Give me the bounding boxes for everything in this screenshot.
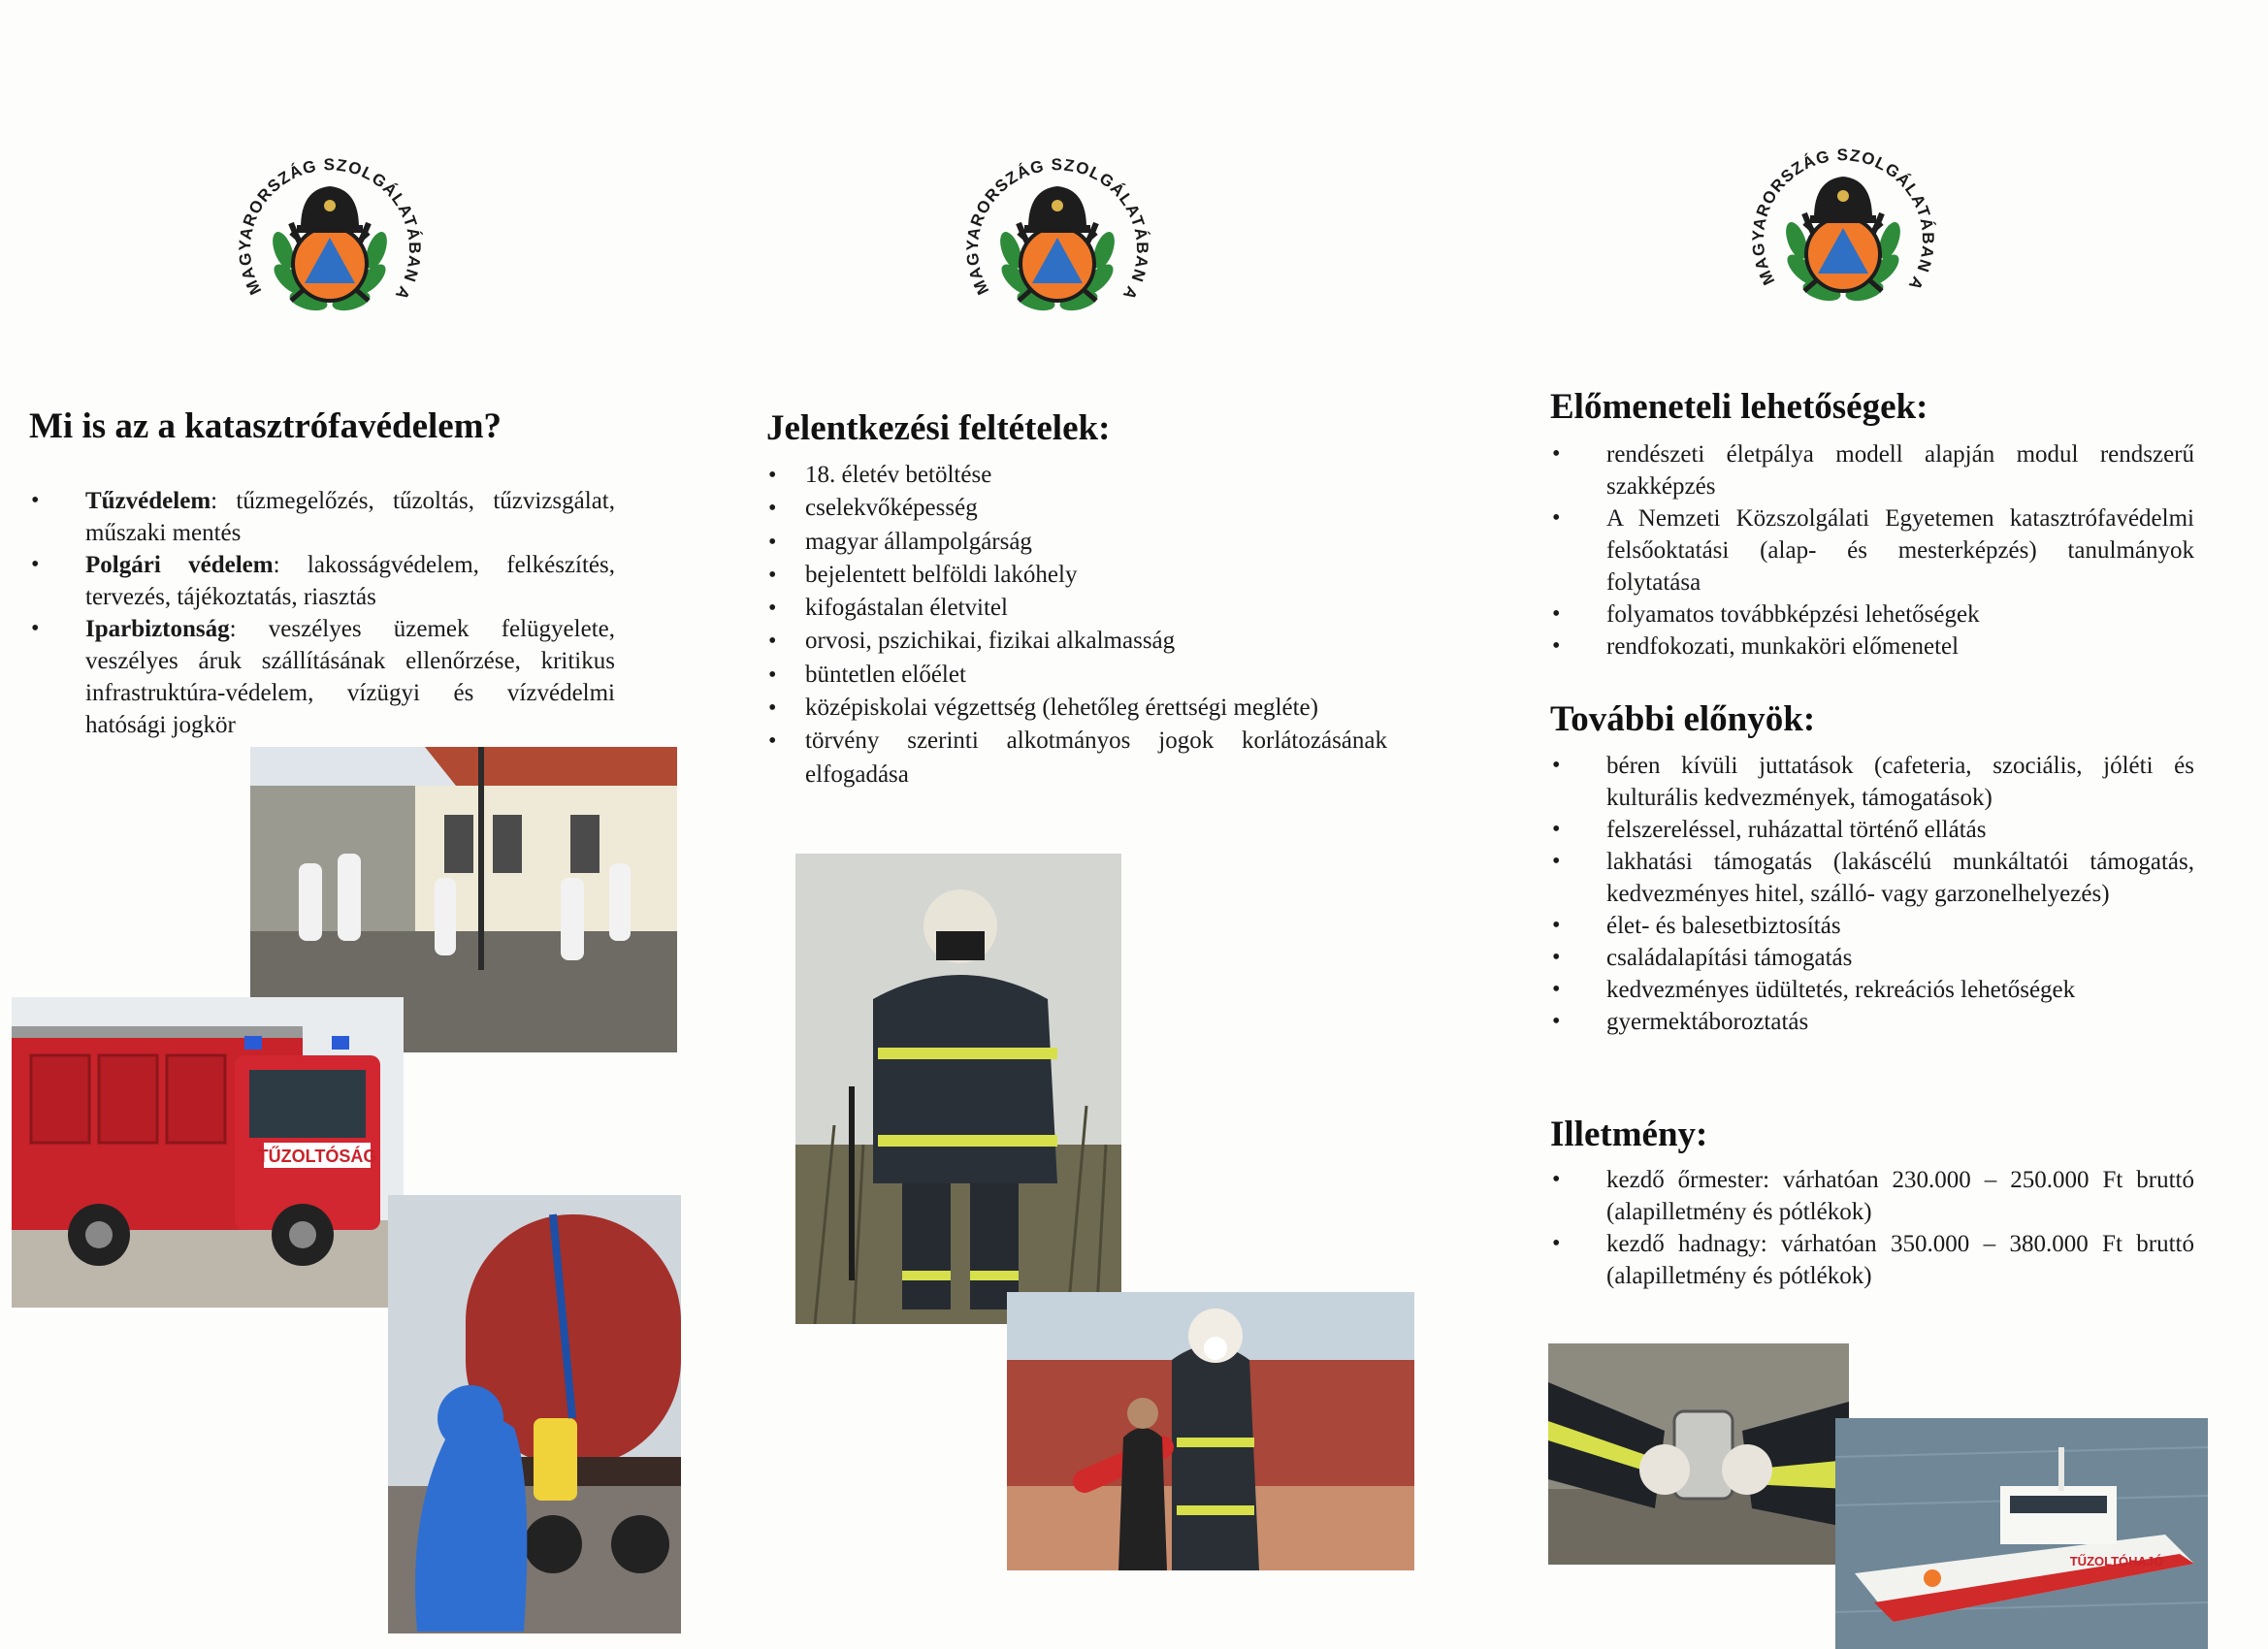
list-item: • A Nemzeti Közszolgálati Egyetemen katasztrófavédelmi felsőoktatási (alap- és mesterképzés) tanulmányok folytatása	[1548, 502, 2194, 598]
photo-firefighter-field	[795, 854, 1121, 1324]
list-item: • rendfokozati, munkaköri előmenetel	[1548, 630, 2194, 663]
list-item: • lakhatási támogatás (lakáscélú munkáltatói támogatás, kedvezményes hitel, szálló- vagy garzonelhelyezés)	[1548, 846, 2194, 910]
list-item: • rendészeti életpálya modell alapján modul rendszerű szakképzés	[1548, 438, 2194, 502]
right-panel	[1504, 0, 2268, 1649]
list-item: • kifogástalan életvitel	[764, 592, 1434, 625]
list-item: • magyar állampolgárság	[764, 526, 1434, 559]
photo-tanker-suit	[388, 1195, 681, 1633]
logo-emblem-right	[1736, 126, 1950, 340]
list-item: • béren kívüli juttatások (cafeteria, szociális, jóléti és kulturális kedvezmények, támogatások)	[1548, 750, 2194, 814]
list-item: • Iparbiztonság: veszélyes üzemek felügyelete, veszélyes áruk szállításának ellenőrzése, kritikus infrastruktúra-védelem, vízügyi és vízvédelmi hatósági jogkör	[27, 613, 615, 741]
list-item: • kezdő őrmester: várhatóan 230.000 – 250.000 Ft bruttó (alapilletmény és pótlékok)	[1548, 1164, 2194, 1228]
logo-emblem-middle	[951, 136, 1164, 349]
left-list	[27, 485, 615, 741]
list-item: • felszereléssel, ruházattal történő ellátás	[1548, 814, 2194, 846]
list-item: • kedvezményes üdültetés, rekreációs lehetőségek	[1548, 974, 2194, 1006]
list-item: • büntetlen előélet	[764, 659, 1434, 692]
list-item: • Polgári védelem: lakosságvédelem, felkészítés, tervezés, tájékoztatás, riasztás	[27, 549, 615, 613]
logo-emblem-left	[223, 136, 437, 349]
section-title-salary: Illetmény:	[1550, 1115, 1708, 1154]
salary-list	[1548, 1164, 2194, 1292]
left-panel	[0, 0, 737, 1649]
list-item: • bejelentett belföldi lakóhely	[764, 559, 1434, 592]
list-item: • cselekvőképesség	[764, 492, 1434, 525]
list-item: • törvény szerinti alkotmányos jogok korlátozásának elfogadása	[764, 725, 1387, 792]
list-item: • 18. életév betöltése	[764, 459, 1434, 492]
list-item: • középiskolai végzettség (lehetőleg érettségi megléte)	[764, 692, 1434, 725]
photo-red-mud-rescue	[1007, 1292, 1414, 1570]
left-title: Mi is az a katasztrófavédelem?	[29, 406, 502, 446]
list-item: • folyamatos továbbképzési lehetőségek	[1548, 598, 2194, 630]
list-item: • orvosi, pszichikai, fizikai alkalmasság	[764, 625, 1434, 658]
list-item: • élet- és balesetbiztosítás	[1548, 910, 2194, 942]
list-item: • családalapítási támogatás	[1548, 942, 2194, 974]
section-title-benefits: További előnyök:	[1550, 699, 1816, 739]
middle-list	[764, 459, 1434, 792]
benefits-list	[1548, 750, 2194, 1038]
boat-label: TŰZOLTÓHAJÓ	[2069, 1554, 2164, 1568]
photo-hose-coupling	[1548, 1343, 1849, 1565]
truck-label: TŰZOLTÓSÁG	[257, 1147, 377, 1166]
middle-panel	[737, 0, 1504, 1649]
section-title-advancement: Előmeneteli lehetőségek:	[1550, 387, 1928, 427]
list-item: • kezdő hadnagy: várhatóan 350.000 – 380.000 Ft bruttó (alapilletmény és pótlékok)	[1548, 1228, 2194, 1292]
list-item: • gyermektáboroztatás	[1548, 1006, 2194, 1038]
middle-title: Jelentkezési feltételek:	[766, 408, 1111, 448]
list-item: • Tűzvédelem: tűzmegelőzés, tűzoltás, tűzvizsgálat, műszaki mentés	[27, 485, 615, 549]
photo-fire-boat	[1835, 1418, 2208, 1649]
advancement-list	[1548, 438, 2194, 663]
photo-fire-truck	[12, 997, 404, 1308]
